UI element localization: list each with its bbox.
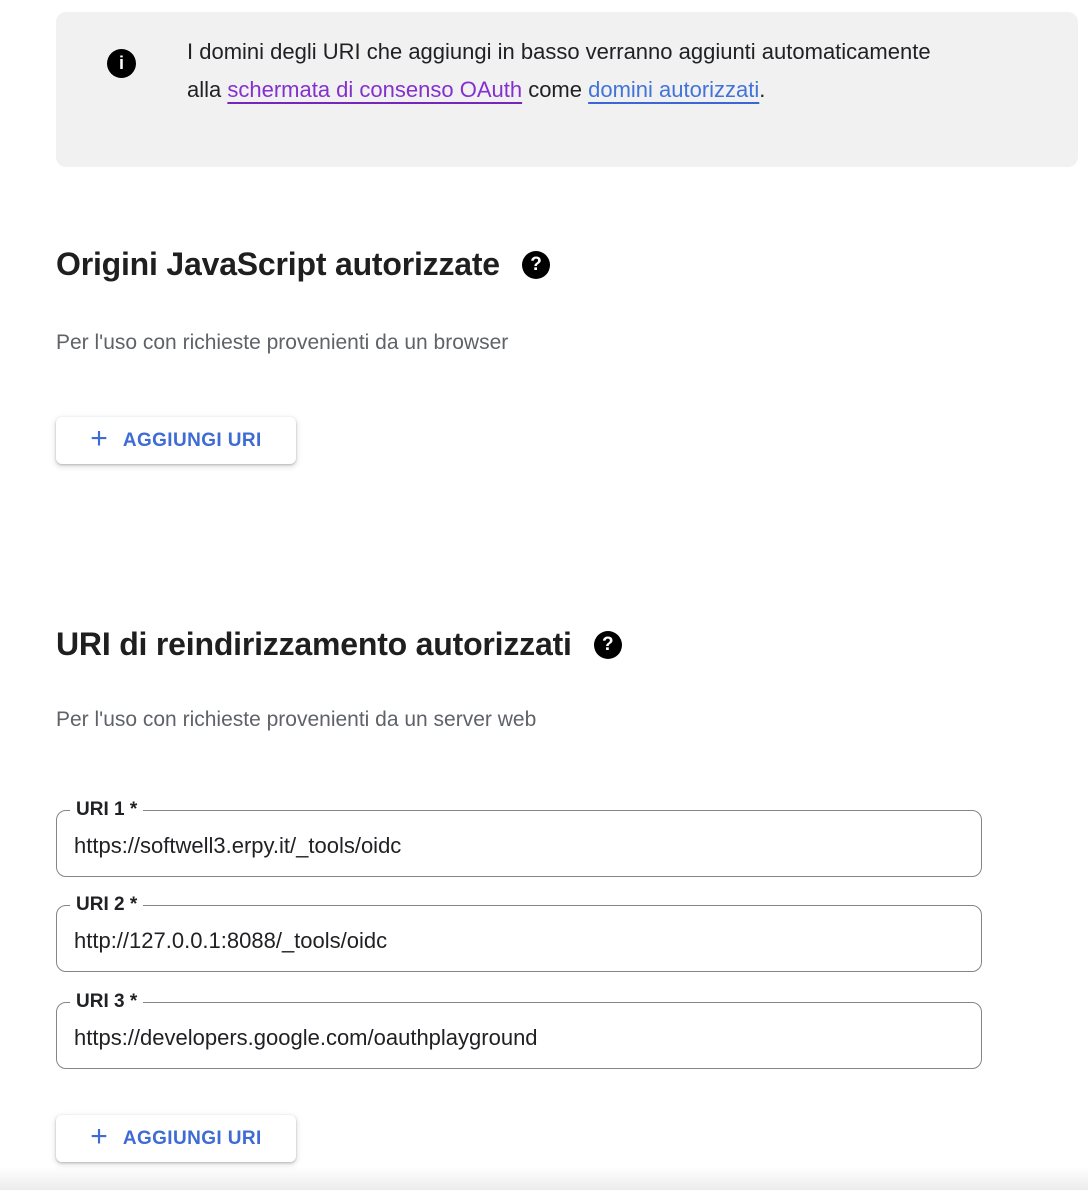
banner-text-before: I domini degli URI che aggiungi in basso verranno aggiunti automaticamente alla — [187, 39, 931, 102]
uri-2-field — [56, 894, 982, 972]
js-origins-title-text: Origini JavaScript autorizzate — [56, 246, 500, 282]
banner-text-middle: come — [522, 77, 589, 102]
js-origins-section-title — [56, 246, 550, 283]
oauth-consent-screen-link[interactable]: schermata di consenso OAuth — [227, 77, 523, 102]
uri-1-label: URI 1 * — [70, 799, 143, 821]
uri-3-field — [56, 991, 982, 1069]
uri-1-field — [56, 799, 982, 877]
redirect-uris-help-icon[interactable]: ? — [594, 631, 622, 659]
js-origins-help-icon[interactable]: ? — [522, 251, 550, 279]
redirect-uris-subtitle: Per l'uso con richieste provenienti da un server web — [56, 708, 537, 731]
page-bottom-fade — [0, 1166, 1088, 1190]
add-origin-uri-button[interactable] — [56, 417, 296, 464]
plus-icon: + — [90, 1120, 108, 1153]
info-icon: i — [107, 49, 136, 78]
plus-icon: + — [90, 422, 108, 455]
uri-1-input[interactable] — [57, 811, 981, 876]
uri-3-label: URI 3 * — [70, 991, 143, 1013]
uri-2-label: URI 2 * — [70, 894, 143, 916]
banner-text-after: . — [759, 77, 766, 102]
uri-2-input[interactable] — [57, 906, 981, 971]
add-redirect-uri-button[interactable] — [56, 1115, 296, 1162]
js-origins-subtitle: Per l'uso con richieste provenienti da un browser — [56, 331, 509, 354]
add-redirect-uri-button-label: AGGIUNGI URI — [122, 1127, 262, 1149]
info-banner — [56, 12, 1078, 167]
uri-3-input[interactable] — [57, 1003, 981, 1068]
authorized-domains-link[interactable]: domini autorizzati — [588, 77, 760, 102]
add-origin-uri-button-label: AGGIUNGI URI — [122, 429, 262, 451]
redirect-uris-section-title — [56, 626, 622, 663]
redirect-uris-title-text: URI di reindirizzamento autorizzati — [56, 626, 572, 662]
info-banner-text — [187, 33, 965, 109]
